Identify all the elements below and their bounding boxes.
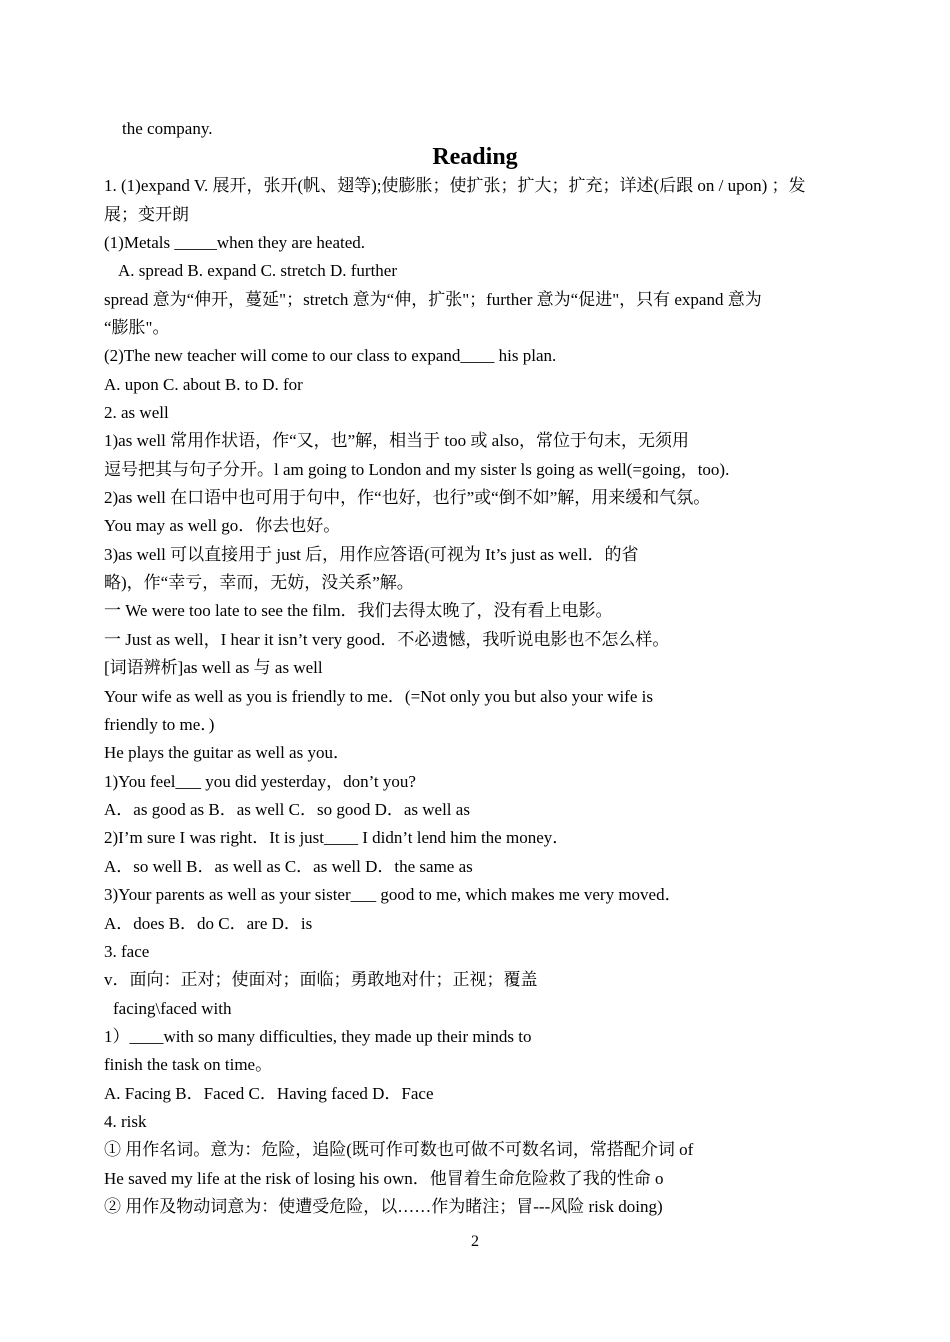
text-line: 2. as well [104, 403, 169, 422]
text-line: A．as good as B．as well C．so good D．as well as [104, 800, 470, 819]
text-line: facing\faced with [113, 999, 232, 1018]
text-line: finish the task on time。 [104, 1055, 273, 1074]
text-line: 4. risk [104, 1112, 147, 1131]
intro-line: the company. [122, 119, 213, 138]
section-title: Reading [432, 144, 518, 170]
text-line: He saved my life at the risk of losing his own．他冒着生命危险救了我的性命 o [104, 1169, 664, 1188]
text-line: You may as well go．你去也好。 [104, 516, 341, 535]
text-line: 2)as well 在口语中也可用于句中，作“也好，也行”或“倒不如”解，用来缓和气氛。 [104, 488, 711, 507]
text-line: 3)Your parents as well as your sister___ good to me, which makes me very moved． [104, 885, 682, 904]
text-line: “膨胀"。 [104, 318, 170, 337]
text-line: A. upon C. about B. to D. for [104, 375, 303, 394]
text-line: 略)，作“幸亏，幸而，无妨，没关系”解。 [104, 573, 414, 592]
text-line: A．so well B．as well as C．as well D．the same as [104, 857, 473, 876]
text-line: Your wife as well as you is friendly to me．(=Not only you but also your wife is [104, 687, 653, 706]
text-line: 3)as well 可以直接用于 just 后，用作应答语(可视为 It’s just as well．的省 [104, 545, 639, 564]
text-line: 2)I’m sure I was right．It is just____ I didn’t lend him the money． [104, 828, 570, 847]
text-line: (1)Metals _____when they are heated. [104, 233, 366, 252]
text-line: 展；变开朗 [104, 205, 189, 224]
text-line: [词语辨析]as well as 与 as well [104, 658, 323, 677]
text-line: 1. (1)expand V. 展开，张开(帆、翅等);使膨胀；使扩张；扩大；扩充；详述(后跟 on / upon) ；发 [104, 176, 806, 195]
text-line: spread 意为“伸开，蔓延"；stretch 意为“伸，扩张"；further 意为“促进"，只有 expand 意为 [104, 290, 762, 309]
text-line: v．面向：正对；使面对；面临；勇敢地对什；正视；覆盖 [104, 970, 538, 989]
text-line: 1)as well 常用作状语，作“又，也”解，相当于 too 或 also，常位于句末，无须用 [104, 431, 690, 450]
text-line: ② 用作及物动词意为：使遭受危险，以……作为睹注；冒---风险 risk doing) [104, 1197, 663, 1216]
text-line: 1）____with so many difficulties, they made up their minds to [104, 1027, 532, 1046]
text-line: 一 Just as well，I hear it isn’t very good．不必遗憾，我听说电影也不怎么样。 [104, 630, 670, 649]
text-line: 逗号把其与句子分开。l am going to London and my sister ls going as well(=going，too). [104, 460, 730, 479]
text-line: 1)You feel___ you did yesterday，don’t you? [104, 772, 416, 791]
text-line: 3. face [104, 942, 150, 961]
text-line: A．does B．do C．are D．is [104, 914, 313, 933]
page-number: 2 [471, 1233, 479, 1250]
text-line: A. Facing B．Faced C．Having faced D．Face [104, 1084, 434, 1103]
text-line: (2)The new teacher will come to our class to expand____ his plan. [104, 346, 557, 365]
text-line: ① 用作名词。意为：危险，追险(既可作可数也可做不可数名词，常搭配介词 of [104, 1140, 694, 1159]
text-line: A. spread B. expand C. stretch D. further [118, 261, 398, 280]
text-line: He plays the guitar as well as you． [104, 743, 350, 762]
text-line: 一 We were too late to see the film．我们去得太晚了，没有看上电影。 [104, 601, 613, 620]
text-line: friendly to me．) [104, 715, 215, 734]
